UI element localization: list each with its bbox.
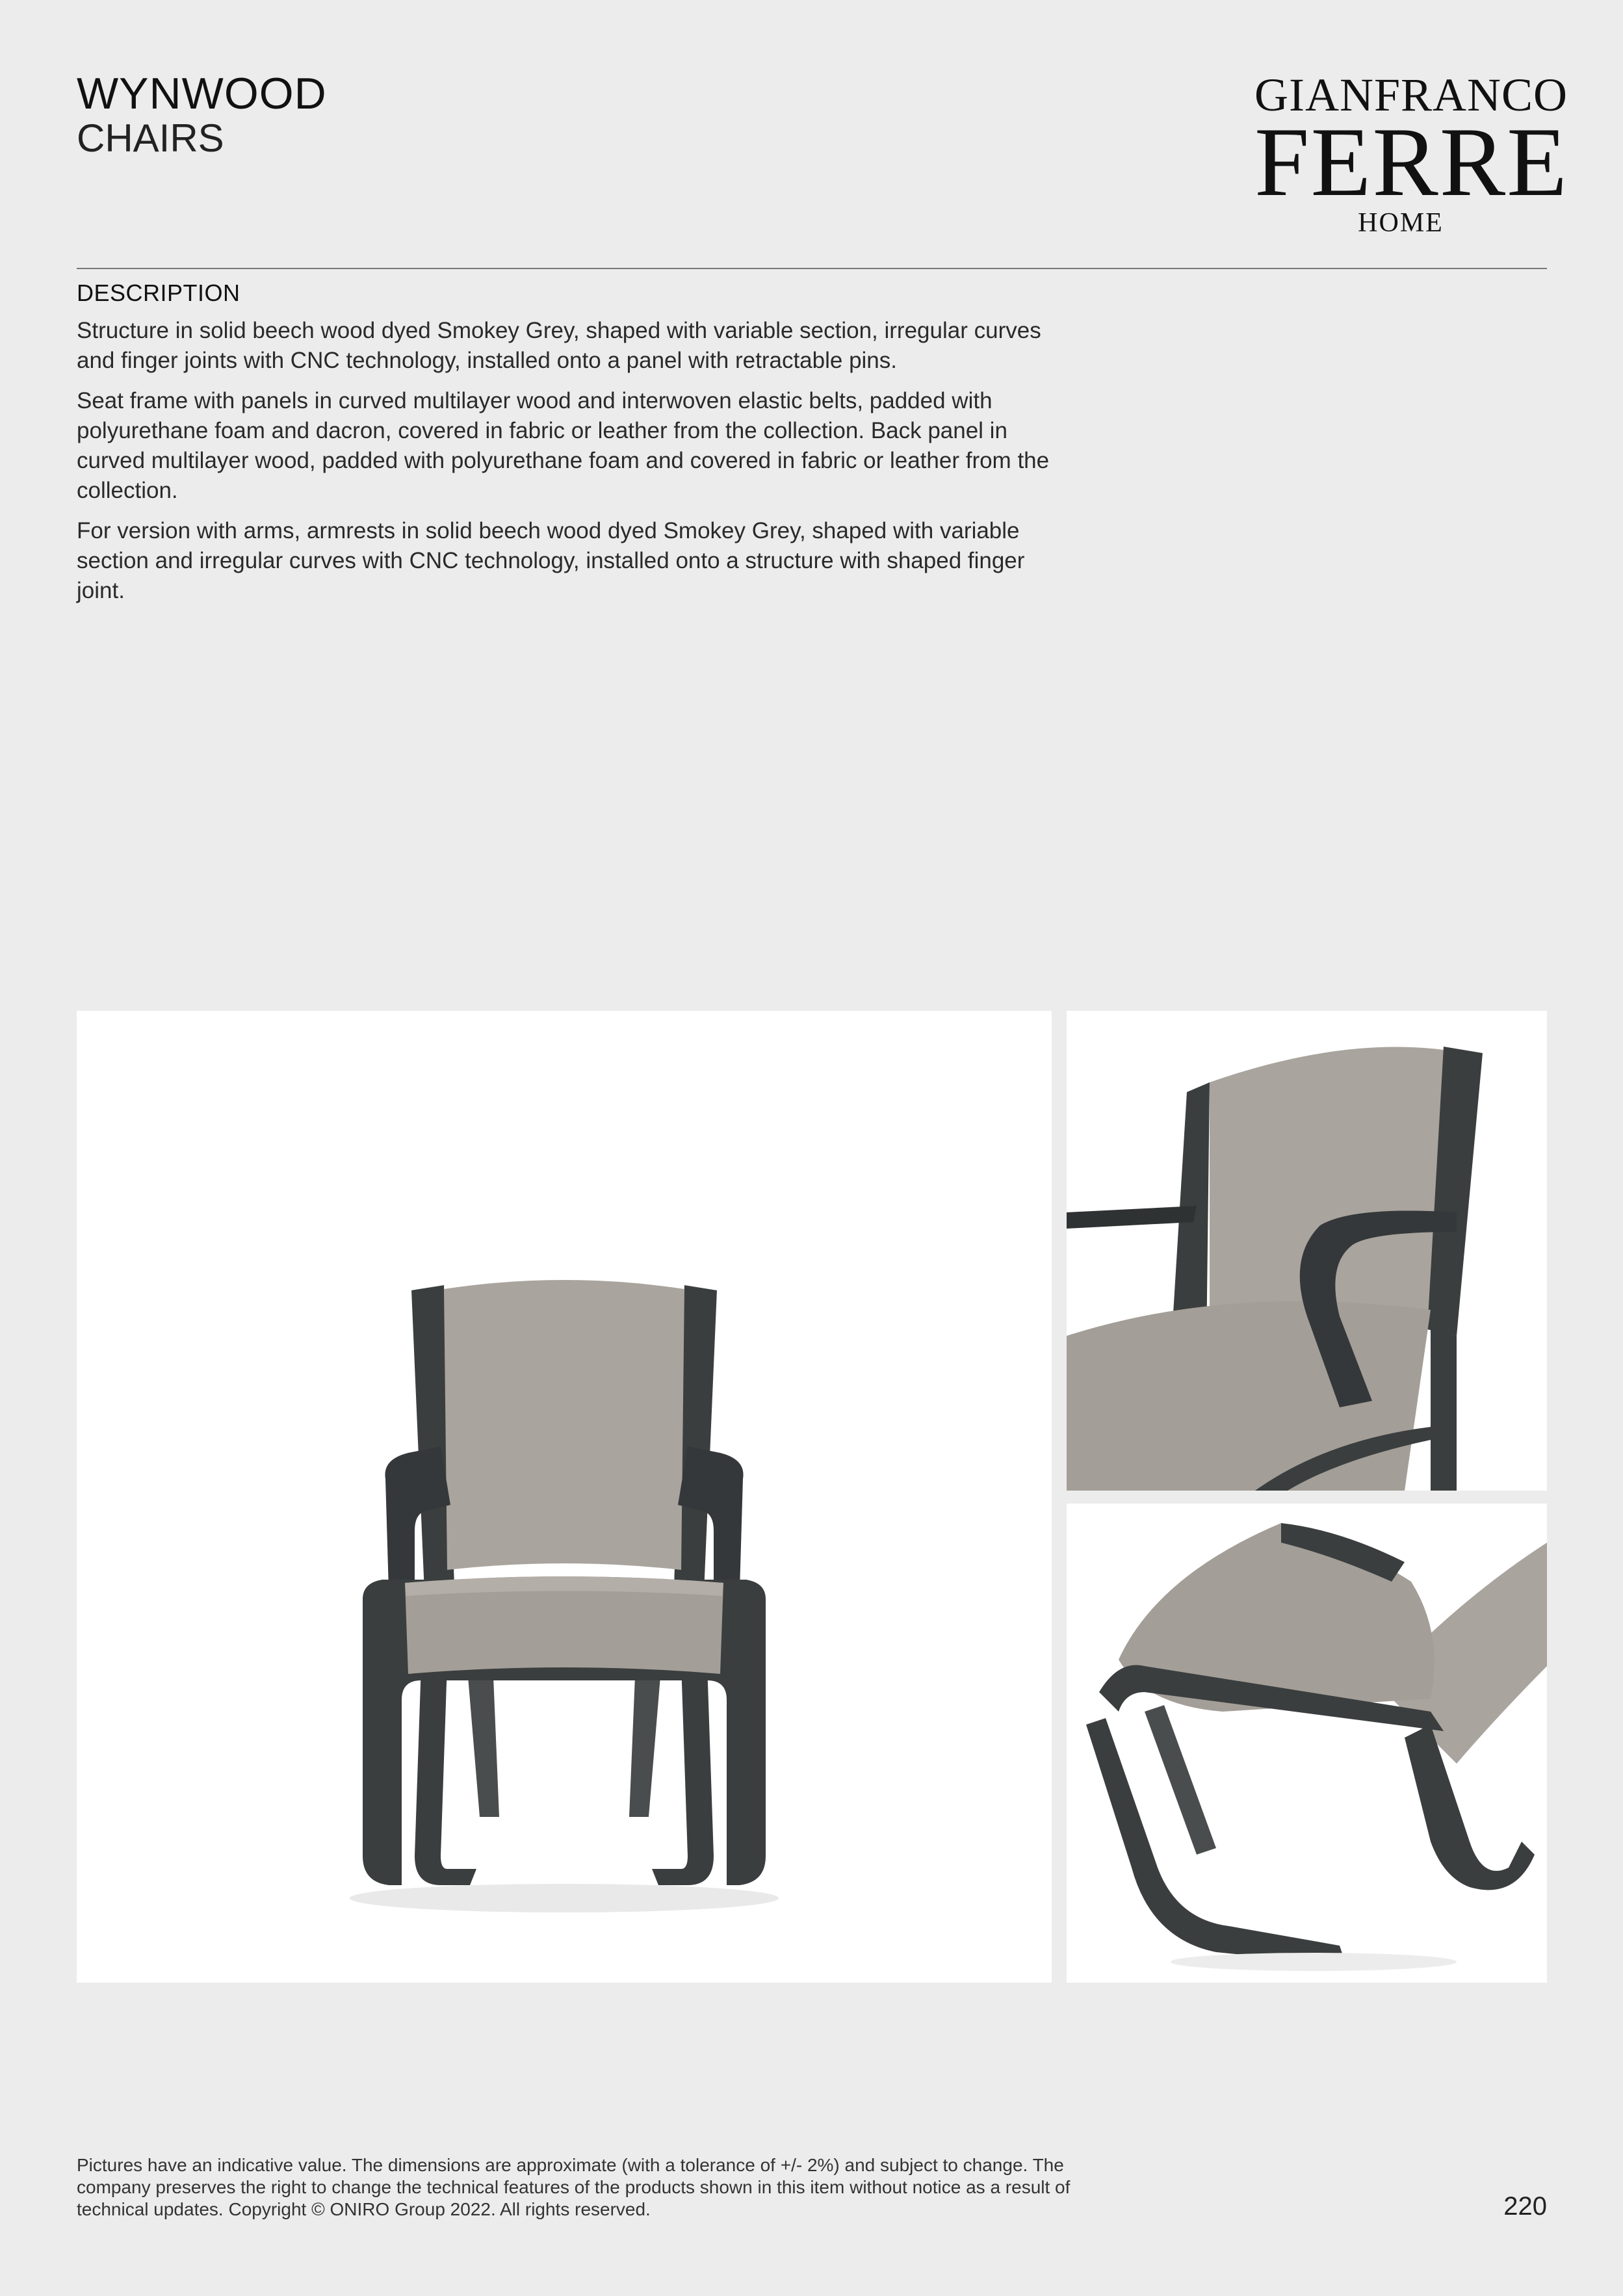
description-body xyxy=(77,316,1065,616)
chair-front-illustration xyxy=(77,1011,1052,1983)
description-heading: DESCRIPTION xyxy=(77,280,240,306)
description-paragraph: Structure in solid beech wood dyed Smokey Grey, shaped with variable section, irregular curves and finger joints with CNC technology, installed onto a panel with retractable pins. xyxy=(77,318,1041,373)
brand-logo-line2: FERRE xyxy=(1254,107,1568,216)
header-divider xyxy=(77,268,1547,269)
disclaimer-text: Pictures have an indicative value. The dimensions are approximate (with a tolerance of +/- 2%) and subject to change. The company preserves the right to change the technical features of the products shown in this item without notice as a result of technical updates. Copyright © ONIRO Group 2022. All rights reserved. xyxy=(77,2155,1071,2219)
product-photo-armrest-detail xyxy=(1067,1011,1547,1491)
brand-logo-line1: GIANFRANCO xyxy=(1254,69,1568,121)
product-photo-front xyxy=(77,1011,1052,1983)
product-category: CHAIRS xyxy=(77,116,224,160)
chair-armrest-illustration xyxy=(1067,1011,1547,1491)
page-number: 220 xyxy=(1503,2192,1547,2221)
description-paragraph: Seat frame with panels in curved multilayer wood and interwoven elastic belts, padded with polyurethane foam and dacron, covered in fabric or leather from the collection. Back panel in curved multilayer wood, padded with polyurethane foam and covered in fabric or leather from the collection. xyxy=(77,388,1050,503)
chair-side-illustration xyxy=(1067,1504,1547,1983)
product-name: WYNWOOD xyxy=(77,69,327,118)
product-photo-side-detail xyxy=(1067,1504,1547,1983)
brand-logo xyxy=(1254,69,1568,238)
brand-logo-line3: HOME xyxy=(1358,208,1444,238)
description-paragraph: For version with arms, armrests in solid beech wood dyed Smokey Grey, shaped with variable section and irregular curves with CNC technology, installed onto a structure with shaped finger joint. xyxy=(77,518,1025,603)
